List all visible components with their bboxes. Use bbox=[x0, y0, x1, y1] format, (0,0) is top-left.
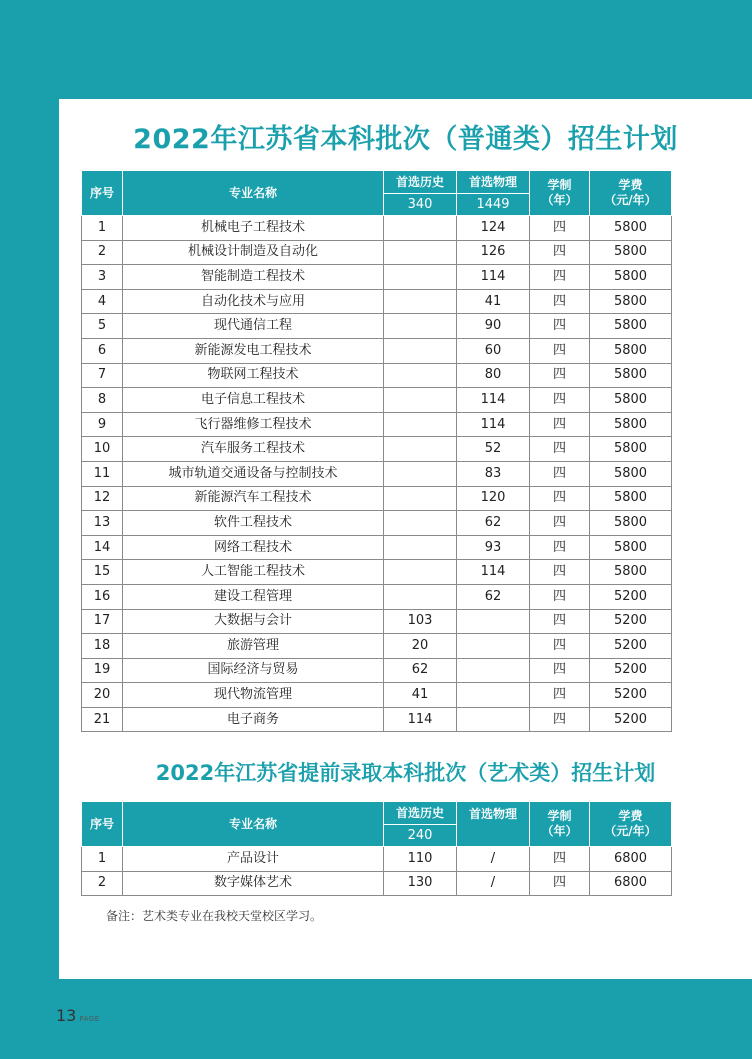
cell-major: 机械设计制造及自动化 bbox=[123, 240, 384, 265]
cell-physics: 114 bbox=[457, 388, 530, 413]
cell-history: 41 bbox=[384, 683, 457, 708]
cell-fee: 5200 bbox=[590, 683, 672, 708]
table-row bbox=[82, 535, 672, 560]
header-no: 序号 bbox=[82, 171, 123, 216]
header-physics: 首选物理 bbox=[457, 171, 530, 194]
cell-physics: 83 bbox=[457, 461, 530, 486]
cell-history bbox=[384, 388, 457, 413]
cell-no: 21 bbox=[82, 707, 123, 732]
cell-fee: 5800 bbox=[590, 289, 672, 314]
cell-major: 新能源发电工程技术 bbox=[123, 338, 384, 363]
cell-history bbox=[384, 535, 457, 560]
cell-length: 四 bbox=[530, 486, 590, 511]
cell-major: 城市轨道交通设备与控制技术 bbox=[123, 461, 384, 486]
header-major: 专业名称 bbox=[123, 802, 384, 847]
cell-physics bbox=[457, 707, 530, 732]
cell-major: 汽车服务工程技术 bbox=[123, 437, 384, 462]
cell-history: 130 bbox=[384, 871, 457, 896]
cell-no: 19 bbox=[82, 658, 123, 683]
cell-length: 四 bbox=[530, 683, 590, 708]
cell-physics: 52 bbox=[457, 437, 530, 462]
cell-history bbox=[384, 240, 457, 265]
cell-fee: 5800 bbox=[590, 511, 672, 536]
cell-length: 四 bbox=[530, 707, 590, 732]
cell-no: 13 bbox=[82, 511, 123, 536]
table-row bbox=[82, 240, 672, 265]
cell-length: 四 bbox=[530, 314, 590, 339]
cell-physics: / bbox=[457, 847, 530, 872]
cell-history bbox=[384, 314, 457, 339]
cell-history: 20 bbox=[384, 634, 457, 659]
cell-length: 四 bbox=[530, 437, 590, 462]
cell-fee: 5800 bbox=[590, 560, 672, 585]
cell-no: 14 bbox=[82, 535, 123, 560]
cell-fee: 5800 bbox=[590, 363, 672, 388]
cell-fee: 5800 bbox=[590, 412, 672, 437]
page-label: PAGE bbox=[79, 1015, 100, 1023]
plan1-title: 2022年江苏省本科批次（普通类）招生计划 bbox=[133, 124, 678, 155]
cell-history bbox=[384, 461, 457, 486]
cell-major: 新能源汽车工程技术 bbox=[123, 486, 384, 511]
cell-length: 四 bbox=[530, 560, 590, 585]
cell-history bbox=[384, 486, 457, 511]
cell-length: 四 bbox=[530, 847, 590, 872]
cell-no: 16 bbox=[82, 584, 123, 609]
cell-physics: 124 bbox=[457, 216, 530, 241]
cell-major: 数字媒体艺术 bbox=[123, 871, 384, 896]
header-major: 专业名称 bbox=[123, 171, 384, 216]
cell-length: 四 bbox=[530, 338, 590, 363]
cell-no: 2 bbox=[82, 871, 123, 896]
plan1-table bbox=[81, 170, 672, 732]
plan2-table bbox=[81, 801, 672, 896]
cell-history bbox=[384, 584, 457, 609]
cell-no: 1 bbox=[82, 216, 123, 241]
cell-fee: 5800 bbox=[590, 314, 672, 339]
header-history: 首选历史 bbox=[384, 171, 457, 194]
cell-physics bbox=[457, 683, 530, 708]
page-number-value: 13 bbox=[56, 1006, 77, 1025]
cell-major: 现代物流管理 bbox=[123, 683, 384, 708]
cell-length: 四 bbox=[530, 658, 590, 683]
cell-history: 103 bbox=[384, 609, 457, 634]
cell-physics: 80 bbox=[457, 363, 530, 388]
cell-no: 2 bbox=[82, 240, 123, 265]
cell-history bbox=[384, 437, 457, 462]
header-no: 序号 bbox=[82, 802, 123, 847]
cell-history bbox=[384, 511, 457, 536]
cell-no: 5 bbox=[82, 314, 123, 339]
table-row bbox=[82, 683, 672, 708]
cell-no: 8 bbox=[82, 388, 123, 413]
cell-no: 3 bbox=[82, 265, 123, 290]
header-history: 首选历史 bbox=[384, 802, 457, 825]
cell-physics: 62 bbox=[457, 584, 530, 609]
cell-major: 电子信息工程技术 bbox=[123, 388, 384, 413]
cell-fee: 5800 bbox=[590, 437, 672, 462]
cell-history bbox=[384, 560, 457, 585]
cell-major: 国际经济与贸易 bbox=[123, 658, 384, 683]
cell-length: 四 bbox=[530, 511, 590, 536]
cell-length: 四 bbox=[530, 289, 590, 314]
cell-major: 现代通信工程 bbox=[123, 314, 384, 339]
cell-fee: 5800 bbox=[590, 338, 672, 363]
cell-length: 四 bbox=[530, 535, 590, 560]
table-row bbox=[82, 847, 672, 872]
table-row bbox=[82, 412, 672, 437]
footnote: 备注：艺术类专业在我校天堂校区学习。 bbox=[106, 909, 323, 923]
cell-history: 114 bbox=[384, 707, 457, 732]
cell-major: 网络工程技术 bbox=[123, 535, 384, 560]
header-physics: 首选物理 bbox=[457, 802, 530, 847]
cell-length: 四 bbox=[530, 240, 590, 265]
table-row bbox=[82, 584, 672, 609]
cell-fee: 5800 bbox=[590, 535, 672, 560]
table-row bbox=[82, 363, 672, 388]
table-row bbox=[82, 871, 672, 896]
cell-length: 四 bbox=[530, 412, 590, 437]
total-physics: 1449 bbox=[457, 194, 530, 216]
cell-history bbox=[384, 265, 457, 290]
page-number bbox=[56, 1006, 100, 1025]
cell-major: 产品设计 bbox=[123, 847, 384, 872]
cell-physics: 93 bbox=[457, 535, 530, 560]
cell-physics: 120 bbox=[457, 486, 530, 511]
cell-fee: 5800 bbox=[590, 240, 672, 265]
plan1-table-body bbox=[82, 216, 672, 732]
cell-physics bbox=[457, 609, 530, 634]
cell-no: 17 bbox=[82, 609, 123, 634]
cell-history bbox=[384, 412, 457, 437]
cell-no: 18 bbox=[82, 634, 123, 659]
cell-length: 四 bbox=[530, 216, 590, 241]
table-row bbox=[82, 461, 672, 486]
cell-physics bbox=[457, 634, 530, 659]
cell-major: 人工智能工程技术 bbox=[123, 560, 384, 585]
table-row bbox=[82, 634, 672, 659]
cell-no: 9 bbox=[82, 412, 123, 437]
cell-no: 1 bbox=[82, 847, 123, 872]
cell-physics bbox=[457, 658, 530, 683]
table-row bbox=[82, 265, 672, 290]
total-history: 340 bbox=[384, 194, 457, 216]
table-row bbox=[82, 216, 672, 241]
table-row bbox=[82, 609, 672, 634]
cell-fee: 5200 bbox=[590, 634, 672, 659]
cell-history: 110 bbox=[384, 847, 457, 872]
cell-no: 20 bbox=[82, 683, 123, 708]
cell-no: 15 bbox=[82, 560, 123, 585]
cell-no: 11 bbox=[82, 461, 123, 486]
table-row bbox=[82, 486, 672, 511]
cell-length: 四 bbox=[530, 634, 590, 659]
header-fee: 学费 （元/年） bbox=[590, 802, 672, 847]
cell-physics: 114 bbox=[457, 265, 530, 290]
header-length: 学制 （年） bbox=[530, 171, 590, 216]
cell-physics: / bbox=[457, 871, 530, 896]
cell-length: 四 bbox=[530, 388, 590, 413]
cell-physics: 62 bbox=[457, 511, 530, 536]
cell-history: 62 bbox=[384, 658, 457, 683]
cell-fee: 5800 bbox=[590, 388, 672, 413]
table-row bbox=[82, 658, 672, 683]
cell-fee: 5800 bbox=[590, 461, 672, 486]
cell-major: 旅游管理 bbox=[123, 634, 384, 659]
cell-no: 7 bbox=[82, 363, 123, 388]
cell-major: 智能制造工程技术 bbox=[123, 265, 384, 290]
cell-major: 飞行器维修工程技术 bbox=[123, 412, 384, 437]
table-row bbox=[82, 511, 672, 536]
cell-length: 四 bbox=[530, 609, 590, 634]
cell-fee: 5200 bbox=[590, 609, 672, 634]
cell-length: 四 bbox=[530, 461, 590, 486]
cell-no: 6 bbox=[82, 338, 123, 363]
cell-no: 12 bbox=[82, 486, 123, 511]
cell-major: 机械电子工程技术 bbox=[123, 216, 384, 241]
plan2-table-body bbox=[82, 847, 672, 896]
cell-length: 四 bbox=[530, 265, 590, 290]
cell-no: 10 bbox=[82, 437, 123, 462]
cell-history bbox=[384, 363, 457, 388]
cell-physics: 41 bbox=[457, 289, 530, 314]
cell-fee: 5200 bbox=[590, 584, 672, 609]
table-row bbox=[82, 289, 672, 314]
cell-major: 电子商务 bbox=[123, 707, 384, 732]
cell-physics: 60 bbox=[457, 338, 530, 363]
page-card bbox=[59, 99, 752, 979]
cell-fee: 5800 bbox=[590, 265, 672, 290]
cell-major: 大数据与会计 bbox=[123, 609, 384, 634]
table-row bbox=[82, 314, 672, 339]
cell-length: 四 bbox=[530, 871, 590, 896]
cell-fee: 5800 bbox=[590, 486, 672, 511]
header-length: 学制 （年） bbox=[530, 802, 590, 847]
cell-major: 自动化技术与应用 bbox=[123, 289, 384, 314]
cell-fee: 5200 bbox=[590, 658, 672, 683]
cell-physics: 126 bbox=[457, 240, 530, 265]
cell-physics: 90 bbox=[457, 314, 530, 339]
cell-length: 四 bbox=[530, 363, 590, 388]
cell-major: 建设工程管理 bbox=[123, 584, 384, 609]
table-row bbox=[82, 560, 672, 585]
cell-physics: 114 bbox=[457, 412, 530, 437]
cell-length: 四 bbox=[530, 584, 590, 609]
header-fee: 学费 （元/年） bbox=[590, 171, 672, 216]
plan2-title: 2022年江苏省提前录取本科批次（艺术类）招生计划 bbox=[155, 761, 656, 785]
table-row bbox=[82, 338, 672, 363]
cell-fee: 6800 bbox=[590, 847, 672, 872]
cell-fee: 5200 bbox=[590, 707, 672, 732]
table-row bbox=[82, 388, 672, 413]
cell-major: 物联网工程技术 bbox=[123, 363, 384, 388]
cell-major: 软件工程技术 bbox=[123, 511, 384, 536]
cell-fee: 5800 bbox=[590, 216, 672, 241]
cell-history bbox=[384, 338, 457, 363]
total-history: 240 bbox=[384, 825, 457, 847]
cell-history bbox=[384, 289, 457, 314]
table-row bbox=[82, 437, 672, 462]
cell-physics: 114 bbox=[457, 560, 530, 585]
cell-history bbox=[384, 216, 457, 241]
cell-fee: 6800 bbox=[590, 871, 672, 896]
table-row bbox=[82, 707, 672, 732]
cell-no: 4 bbox=[82, 289, 123, 314]
